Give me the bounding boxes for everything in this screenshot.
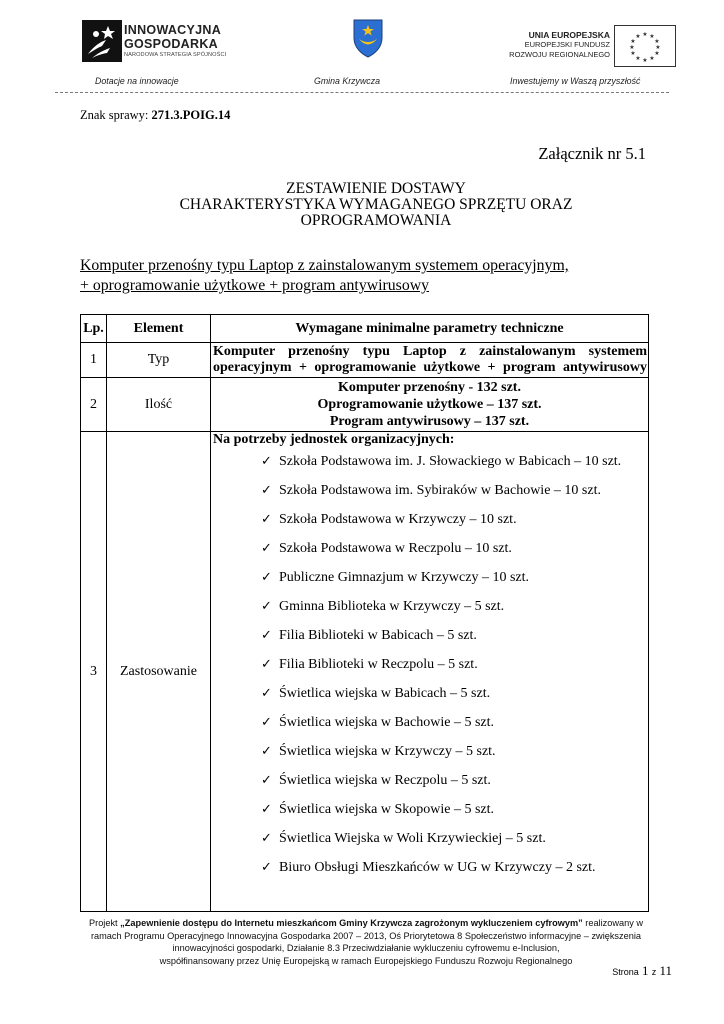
subtitle-line2: + oprogramowanie użytkowe + program antywirusowy <box>80 277 430 294</box>
annex-label: Załącznik nr 5.1 <box>538 144 646 163</box>
row2-line3: Program antywirusowy – 137 szt. <box>329 414 530 429</box>
list-item <box>261 505 648 534</box>
page-total: 11 <box>659 963 672 978</box>
check-icon: ✓ <box>261 454 272 469</box>
list-item <box>261 853 648 882</box>
list-item-text: Świetlica Wiejska w Woli Krzywieckiej – 5 szt. <box>279 831 546 846</box>
check-icon: ✓ <box>261 715 272 730</box>
svg-text:★: ★ <box>635 33 641 40</box>
row2-line1: Komputer przenośny - 132 szt. <box>338 380 521 395</box>
list-item <box>261 534 648 563</box>
logo-text-line1: INNOWACYJNA <box>124 23 222 37</box>
check-icon: ✓ <box>261 512 272 527</box>
check-icon: ✓ <box>261 773 272 788</box>
eu-line2: EUROPEJSKI FUNDUSZ <box>524 40 610 49</box>
page-current: 1 <box>641 963 649 978</box>
table-row <box>81 378 649 432</box>
table-row <box>81 343 649 378</box>
list-item <box>261 795 648 824</box>
list-item <box>261 476 648 505</box>
row2-params <box>211 378 649 432</box>
subtitle-line1: Komputer przenośny typu Laptop z zainstalowanym systemem operacyjnym, <box>80 257 569 274</box>
svg-text:★: ★ <box>649 55 655 62</box>
page-of: z <box>651 967 657 977</box>
list-item-text: Publiczne Gimnazjum w Krzywczy – 10 szt. <box>279 570 529 585</box>
list-item-text: Gminna Biblioteka w Krzywczy – 5 szt. <box>279 599 505 614</box>
header-lp: Lp. <box>81 315 107 343</box>
header-params: Wymagane minimalne parametry techniczne <box>211 315 649 343</box>
row2-lp: 2 <box>81 378 107 432</box>
list-item <box>261 824 648 853</box>
list-item-text: Świetlica wiejska w Bachowie – 5 szt. <box>279 715 495 730</box>
footer-project-name: „Zapewnienie dostępu do Internetu mieszkańcom Gminy Krzywcza zagrożonym wykluczeniem cyfrowym” <box>120 918 583 928</box>
svg-text:★: ★ <box>630 38 636 45</box>
svg-text:★: ★ <box>654 38 660 45</box>
footer-line3: innowacyjności gospodarki, Działanie 8.3 Przeciwdziałanie wykluczeniu cyfrowemu e-Inclusion, <box>172 943 560 953</box>
list-item <box>261 679 648 708</box>
check-icon: ✓ <box>261 570 272 585</box>
row1-params <box>211 343 649 378</box>
footer-line2: ramach Programu Operacyjnego Innowacyjna Gospodarka 2007 – 2013, Oś Priorytetowa 8 Społeczeństwo informacyjne – zwiększenia <box>90 930 641 941</box>
check-icon: ✓ <box>261 657 272 672</box>
list-item <box>261 621 648 650</box>
title-line3: OPROGRAMOWANIA <box>300 212 452 229</box>
row1-element: Typ <box>107 343 211 378</box>
check-icon: ✓ <box>261 744 272 759</box>
table-header-row <box>81 315 649 343</box>
list-item-text: Szkoła Podstawowa w Reczpolu – 10 szt. <box>279 541 512 556</box>
svg-text:★: ★ <box>642 57 648 64</box>
header-divider <box>55 92 669 93</box>
title-line1: ZESTAWIENIE DOSTAWY <box>286 180 466 197</box>
header-tag-left: Dotacje na innowacje <box>95 76 179 86</box>
svg-text:★: ★ <box>654 50 660 57</box>
page-number <box>612 963 672 979</box>
spec-table <box>80 314 649 912</box>
header-tag-center: Gmina Krzywcza <box>314 76 380 86</box>
eu-line1: UNIA EUROPEJSKA <box>528 30 610 40</box>
eu-text-block <box>470 30 610 60</box>
check-icon: ✓ <box>261 686 272 701</box>
footer-line4: współfinansowany przez Unię Europejską w ramach Europejskiego Funduszu Rozwoju Regionalnego <box>159 955 573 966</box>
list-item-text: Świetlica wiejska w Krzywczy – 5 szt. <box>279 744 496 759</box>
title-line2: CHARAKTERYSTYKA WYMAGANEGO SPRZĘTU ORAZ <box>179 196 573 213</box>
document-subtitle <box>80 256 640 296</box>
footer-prefix: Projekt <box>89 918 121 928</box>
row1-lp: 1 <box>81 343 107 378</box>
list-item <box>261 708 648 737</box>
case-label: Znak sprawy: <box>80 108 149 122</box>
svg-text:★: ★ <box>649 33 655 40</box>
case-reference <box>80 108 230 123</box>
list-item-text: Filia Biblioteki w Babicach – 5 szt. <box>279 628 477 643</box>
check-icon: ✓ <box>261 483 272 498</box>
eu-line3: ROZWOJU REGIONALNEGO <box>509 50 610 59</box>
list-item-text: Szkoła Podstawowa w Krzywczy – 10 szt. <box>279 512 517 527</box>
footer-suffix: realizowany w <box>582 918 643 928</box>
list-item-text: Świetlica wiejska w Reczpolu – 5 szt. <box>279 773 491 788</box>
row1-line2: operacyjnym + oprogramowanie użytkowe + program antywirusowy <box>213 360 647 375</box>
row2-line2: Oprogramowanie użytkowe – 137 szt. <box>317 397 542 412</box>
row3-params <box>211 432 649 912</box>
row1-line1: Komputer przenośny typu Laptop z zainstalowanym systemem <box>213 344 647 359</box>
document-title <box>80 181 672 229</box>
page-footer <box>60 917 672 967</box>
svg-text:★: ★ <box>629 44 635 51</box>
list-item <box>261 563 648 592</box>
list-item-text: Szkoła Podstawowa im. J. Słowackiego w Babicach – 10 szt. <box>279 454 622 469</box>
svg-text:★: ★ <box>655 44 661 51</box>
footer-line1 <box>60 917 672 930</box>
check-icon: ✓ <box>261 831 272 846</box>
svg-text:★: ★ <box>630 50 636 57</box>
check-icon: ✓ <box>261 541 272 556</box>
logo-text-line3: NARODOWA STRATEGIA SPÓJNOŚCI <box>124 52 227 58</box>
svg-text:★: ★ <box>635 55 641 62</box>
header-tag-right: Inwestujemy w Waszą przyszłość <box>510 76 641 86</box>
ig-star-mark-icon <box>82 20 122 62</box>
gmina-crest-icon <box>352 18 384 58</box>
list-item-text: Świetlica wiejska w Babicach – 5 szt. <box>279 686 491 701</box>
page-header <box>0 0 724 100</box>
row3-element: Zastosowanie <box>107 432 211 912</box>
page-label: Strona <box>612 967 639 977</box>
list-item-text: Filia Biblioteki w Reczpolu – 5 szt. <box>279 657 478 672</box>
list-item-text: Szkoła Podstawowa im. Sybiraków w Bachowie – 10 szt. <box>279 483 601 498</box>
table-row <box>81 432 649 912</box>
list-item <box>261 447 648 476</box>
list-item <box>261 766 648 795</box>
list-item-text: Świetlica wiejska w Skopowie – 5 szt. <box>279 802 495 817</box>
row3-intro: Na potrzeby jednostek organizacyjnych: <box>213 432 455 447</box>
list-item <box>261 650 648 679</box>
check-icon: ✓ <box>261 802 272 817</box>
eu-flag-icon <box>614 25 676 67</box>
innowacyjna-gospodarka-logo <box>82 20 242 64</box>
check-icon: ✓ <box>261 860 272 875</box>
list-item <box>261 592 648 621</box>
case-number: 271.3.POIG.14 <box>151 108 231 122</box>
row3-lp: 3 <box>81 432 107 912</box>
check-icon: ✓ <box>261 599 272 614</box>
header-element: Element <box>107 315 211 343</box>
location-list <box>261 447 648 882</box>
list-item-text: Biuro Obsługi Mieszkańców w UG w Krzywczy – 2 szt. <box>279 860 596 875</box>
check-icon: ✓ <box>261 628 272 643</box>
list-item <box>261 737 648 766</box>
logo-text-line2: GOSPODARKA <box>124 37 218 51</box>
svg-text:★: ★ <box>642 31 648 38</box>
row2-element: Ilość <box>107 378 211 432</box>
